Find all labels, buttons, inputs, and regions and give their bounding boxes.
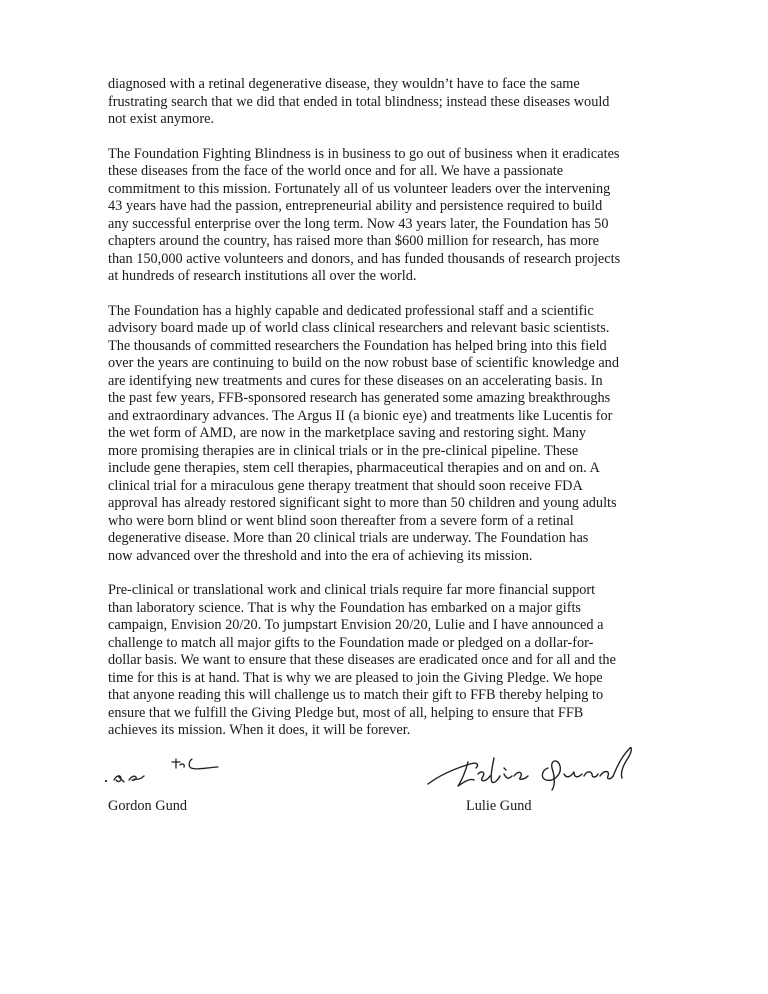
text-line: The Foundation Fighting Blindness is in business to go out of business when it eradicates (108, 145, 620, 162)
text-line: that anyone reading this will challenge us to match their gift to FFB thereby helping to (108, 687, 604, 703)
text-line: 43 years have had the passion, entrepreneurial ability and persistence required to build (108, 198, 603, 214)
text-line: at hundreds of research institutions all over the world. (108, 268, 417, 284)
handwritten-signature-icon (96, 750, 236, 790)
paragraph-1 (108, 76, 668, 129)
text-line: dollar basis. We want to ensure that these diseases are eradicated once and for all and the (108, 652, 616, 668)
text-line: more promising therapies are in clinical trials or in the pre-clinical pipeline. These (108, 442, 579, 459)
text-line: include gene therapies, stem cell therapies, pharmaceutical therapies and on and on. A (108, 460, 600, 476)
signatory-name-right: Lulie Gund (466, 798, 532, 814)
text-line: not exist anymore. (108, 111, 215, 127)
letter-body (108, 76, 668, 757)
paragraph-3 (108, 303, 668, 566)
signatory-name-left: Gordon Gund (108, 798, 188, 814)
text-line: chapters around the country, has raised more than $600 million for research, has more (108, 233, 599, 249)
text-line: approval has already restored significant sight to more than 50 children and young adults (108, 495, 617, 511)
signature-lulie-gund (424, 744, 644, 796)
text-line: campaign, Envision 20/20. To jumpstart Envision 20/20, Lulie and I have announced a (108, 617, 604, 633)
text-line: any successful enterprise over the long term. Now 43 years later, the Foundation has 50 (108, 215, 609, 232)
text-line: than 150,000 active volunteers and donors, and has funded thousands of research projects (108, 250, 621, 267)
text-line: the past few years, FFB-sponsored research has generated some amazing breakthroughs (108, 390, 611, 406)
text-line: now advanced over the threshold and into the era of achieving its mission. (108, 547, 533, 564)
paragraph-2 (108, 146, 668, 286)
text-line: than laboratory science. That is why the Foundation has embarked on a major gifts (108, 599, 581, 616)
text-line: ensure that we fulfill the Giving Pledge but, most of all, helping to ensure that FFB (108, 704, 584, 721)
text-line: clinical trial for a miraculous gene therapy treatment that should soon receive FDA (108, 477, 583, 494)
text-line: advisory board made up of world class clinical researchers and relevant basic scientists. (108, 320, 610, 336)
text-line: The thousands of committed researchers the Foundation has helped bring into this field (108, 337, 607, 354)
text-line: commitment to this mission. Fortunately all of us volunteer leaders over the intervening (108, 180, 611, 197)
text-line: achieves its mission. When it does, it will be forever. (108, 722, 411, 738)
text-line: time for this is at hand. That is why we are pleased to join the Giving Pledge. We hope (108, 669, 603, 686)
text-line: Pre-clinical or translational work and clinical trials require far more financial support (108, 582, 596, 598)
text-line: and extraordinary advances. The Argus II (a bionic eye) and treatments like Lucentis for (108, 407, 613, 424)
text-line: who were born blind or went blind soon thereafter from a severe form of a retinal (108, 512, 574, 529)
text-line: over the years are continuing to build on the now robust base of scientific knowledge and (108, 355, 619, 371)
text-line: degenerative disease. More than 20 clinical trials are underway. The Foundation has (108, 530, 589, 546)
signature-gordon-gund (96, 750, 236, 790)
handwritten-signature-icon (424, 744, 644, 796)
text-line: diagnosed with a retinal degenerative disease, they wouldn’t have to face the same (108, 76, 580, 92)
text-line: these diseases from the face of the world once and for all. We have a passionate (108, 163, 564, 179)
paragraph-4 (108, 582, 668, 740)
text-line: challenge to match all major gifts to the Foundation made or pledged on a dollar-for- (108, 634, 594, 651)
text-line: are identifying new treatments and cures for these diseases on an accelerating basis. In (108, 372, 603, 389)
text-line: The Foundation has a highly capable and dedicated professional staff and a scientific (108, 302, 594, 319)
text-line: frustrating search that we did that ended in total blindness; instead these diseases would (108, 93, 610, 110)
text-line: the wet form of AMD, are now in the marketplace saving and restoring sight. Many (108, 425, 587, 441)
